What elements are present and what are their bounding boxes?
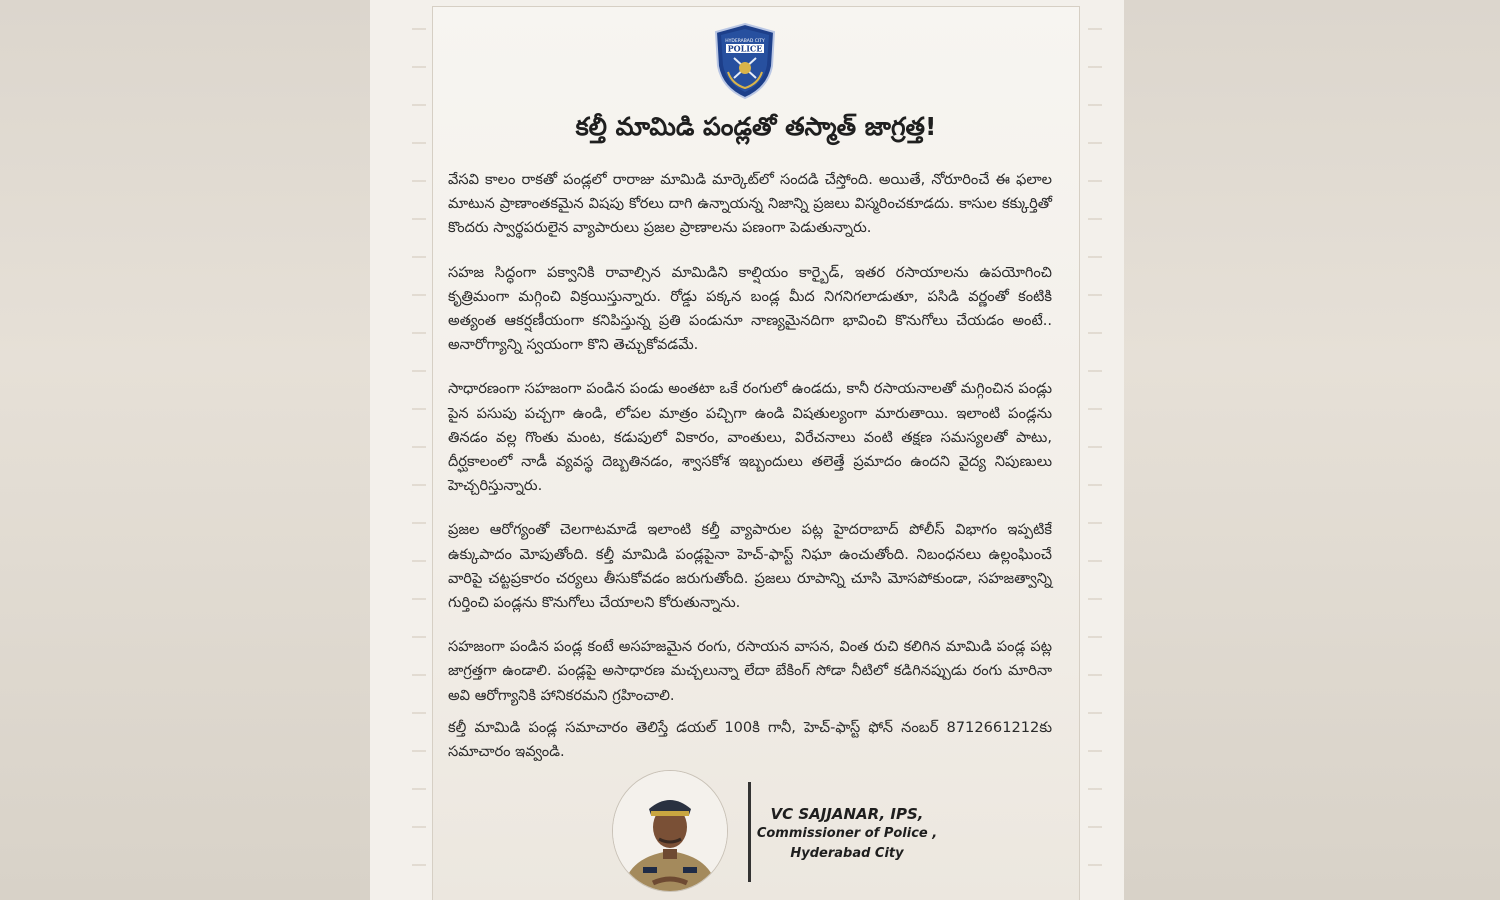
background-left	[0, 0, 370, 900]
paragraph-4: ప్రజల ఆరోగ్యంతో చెలగాటమాడే ఇలాంటి కల్తీ వ్యాపారుల పట్ల హైదరాబాద్ పోలీస్ విభాగం ఇప్పటికే ఉక్కుపాదం మోపుతోంది. కల్తీ మామిడి పండ్లపైనా హెచ్-ఫాస్ట్ నిఘా ఉంచుతోంది. నిబంధనలు ఉల్లంఘించే వారిపై చట్టప్రకారం చర్యలు తీసుకోవడం జరుగుతోంది. ప్రజలు రూపాన్ని చూసి మోసపోకుండా, సహజత్వాన్ని గుర్తించి పండ్లను కొనుగోలు చేయాలని కోరుతున్నాను.	[448, 521, 1052, 612]
police-shield-icon	[712, 22, 778, 100]
paragraph-5: సహజంగా పండిన పండ్ల కంటే అసహజమైన రంగు, రసాయన వాసన, వింత రుచి కలిగిన మామిడి పండ్ల పట్ల జాగ్రత్తగా ఉండాలి. పండ్లపై అసాధారణ మచ్చలున్నా లేదా బేకింగ్ సోడా నీటిలో కడిగినప్పుడు రంగు మారినా అవి ఆరోగ్యానికి హానికరమని గ్రహించాలి.	[448, 638, 1053, 704]
officer-designation: Commissioner of Police ,	[756, 826, 938, 841]
officer-city: Hyderabad City	[790, 846, 904, 861]
signature-divider	[748, 782, 751, 882]
logo-top-text: HYDERABAD CITY	[725, 39, 765, 44]
background-right	[1124, 0, 1500, 900]
paragraph-2: సహజ సిద్ధంగా పక్వానికి రావాల్సిన మామిడిని కాల్షియం కార్బైడ్, ఇతర రసాయాలను ఉపయోగించి కృత్రిమంగా మగ్గించి విక్రయిస్తున్నారు. రోడ్డు పక్కన బండ్ల మీద నిగనిగలాడుతూ, పసిడి వర్ణంతో కంటికి అత్యంత ఆకర్షణీయంగా కనిపిస్తున్న ప్రతి పండునూ నాణ్యమైనదిగా భావించి కొనుగోలు చేయడం అంటే.. అనారోగ్యాన్ని స్వయంగా కొని తెచ్చుకోవడమే.	[448, 263, 1052, 354]
border-ornament-left	[412, 10, 426, 890]
officer-portrait-icon	[612, 770, 728, 892]
paragraph-6: కల్తీ మామిడి పండ్ల సమాచారం తెలిస్తే డయల్ 100కి గానీ, హెచ్-ఫాస్ట్ ఫోన్ నంబర్ 8712661212కు సమాచారం ఇవ్వండి.	[448, 718, 1052, 761]
officer-name: VC SAJJANAR, IPS,	[770, 805, 924, 823]
logo-main-text: POLICE	[727, 43, 763, 54]
signature-block	[752, 804, 942, 864]
paragraph-3: సాధారణంగా సహజంగా పండిన పండు అంతటా ఒకే రంగులో ఉండదు, కానీ రసాయనాలతో మగ్గించిన పండ్లు పైన పసుపు పచ్చగా ఉండి, లోపల మాత్రం పచ్చిగా ఉండి విషతుల్యంగా మారుతాయి. ఇలాంటి పండ్లను తినడం వల్ల గొంతు మంట, కడుపులో వికారం, వాంతులు, విరేచనాలు వంటి తక్షణ సమస్యలతో పాటు, దీర్ఘకాలంలో నాడీ వ్యవస్థ దెబ్బతినడం, శ్వాసకోశ ఇబ్బందులు తలెత్తే ప్రమాదం ఉందని వైద్య నిపుణులు హెచ్చరిస్తున్నారు.	[448, 380, 1052, 495]
body-text	[448, 168, 1052, 784]
border-ornament-right	[1088, 10, 1102, 890]
page-title: కల్తీ మామిడి పండ్లతో తస్మాత్ జాగ్రత్త!	[575, 112, 937, 141]
paragraph-1: వేసవి కాలం రాకతో పండ్లలో రారాజు మామిడి మార్కెట్‌లో సందడి చేస్తోంది. అయితే, నోరూరించే ఈ ఫలాల మాటున ప్రాణాంతకమైన విషపు కోరలు దాగి ఉన్నాయన్న నిజాన్ని ప్రజలు విస్మరించకూడదు. కాసుల కక్కుర్తితో కొందరు స్వార్థపరులైన వ్యాపారులు ప్రజల ప్రాణాలను పణంగా పెడుతున్నారు.	[448, 171, 1052, 237]
